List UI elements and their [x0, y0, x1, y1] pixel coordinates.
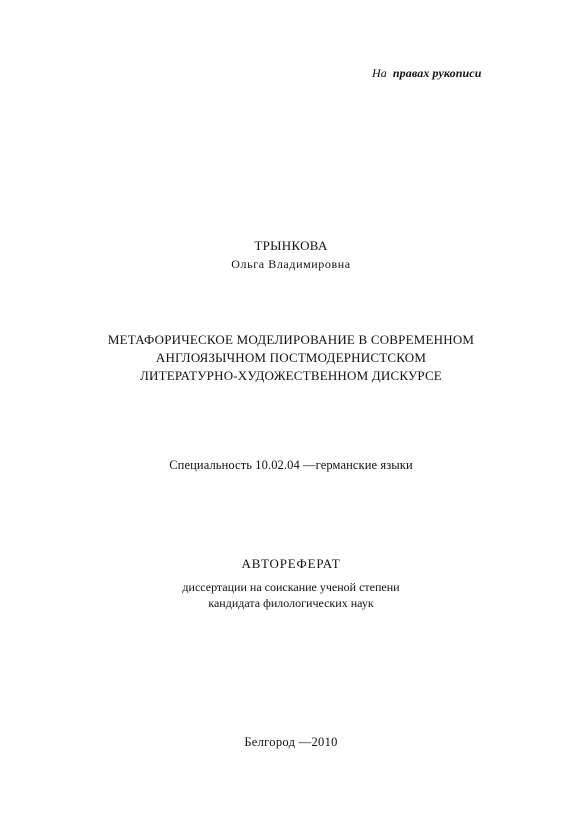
manuscript-note-bold: правах рукописи: [392, 66, 482, 80]
author-name: Ольга Владимировна: [231, 257, 351, 271]
purpose-line-2: кандидата филологических наук: [208, 596, 374, 610]
place-and-year: Белгород —2010: [244, 735, 338, 749]
purpose-line-1: диссертации на соискание ученой степени: [182, 580, 400, 594]
title-line-1: МЕТАФОРИЧЕСКОЕ МОДЕЛИРОВАНИЕ В СОВРЕМЕННОМ: [107, 332, 475, 347]
dissertation-title: [0, 331, 582, 385]
document-type-label: АВТОРЕФЕРАТ: [241, 556, 341, 571]
manuscript-rights-note: [372, 66, 481, 81]
title-line-3: ЛИТЕРАТУРНО-ХУДОЖЕСТВЕННОМ ДИСКУРСЕ: [140, 368, 442, 383]
specialty-line: Специальность 10.02.04 —германские языки: [169, 458, 413, 472]
author-surname: ТРЫНКОВА: [254, 238, 328, 253]
manuscript-note-prefix: На: [372, 66, 387, 80]
degree-purpose: [0, 579, 582, 611]
title-line-2: АНГЛОЯЗЫЧНОМ ПОСТМОДЕРНИСТСКОМ: [155, 350, 427, 365]
